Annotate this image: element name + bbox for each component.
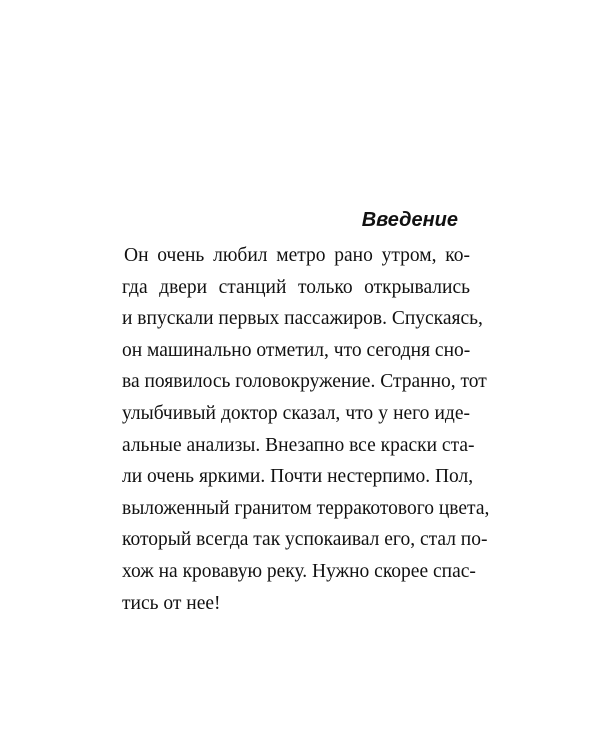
text-line: выложенный гранитом терракотового цвета,	[122, 497, 490, 519]
text-line: гда двери станций только открывались	[122, 276, 470, 298]
text-line: альные анализы. Внезапно все краски ста-	[122, 434, 475, 456]
text-line: улыбчивый доктор сказал, что у него иде-	[122, 402, 470, 424]
text-line: и впускали первых пассажиров. Спускаясь,	[122, 308, 483, 330]
text-line: ли очень яркими. Почти нестерпимо. Пол,	[122, 466, 474, 488]
text-line: хож на кровавую реку. Нужно скорее спас-	[122, 560, 476, 582]
text-line: который всегда так успокаивал его, стал по-	[122, 529, 488, 551]
section-heading: Введение	[361, 209, 458, 231]
text-line: тись от нее!	[122, 592, 221, 614]
text-line: ва появилось головокружение. Странно, тот	[122, 371, 487, 393]
text-line: он машинально отметил, что сегодня сно-	[122, 339, 471, 361]
text-line: Он очень любил метро рано утром, ко-	[124, 245, 470, 266]
body-paragraph	[122, 240, 490, 619]
